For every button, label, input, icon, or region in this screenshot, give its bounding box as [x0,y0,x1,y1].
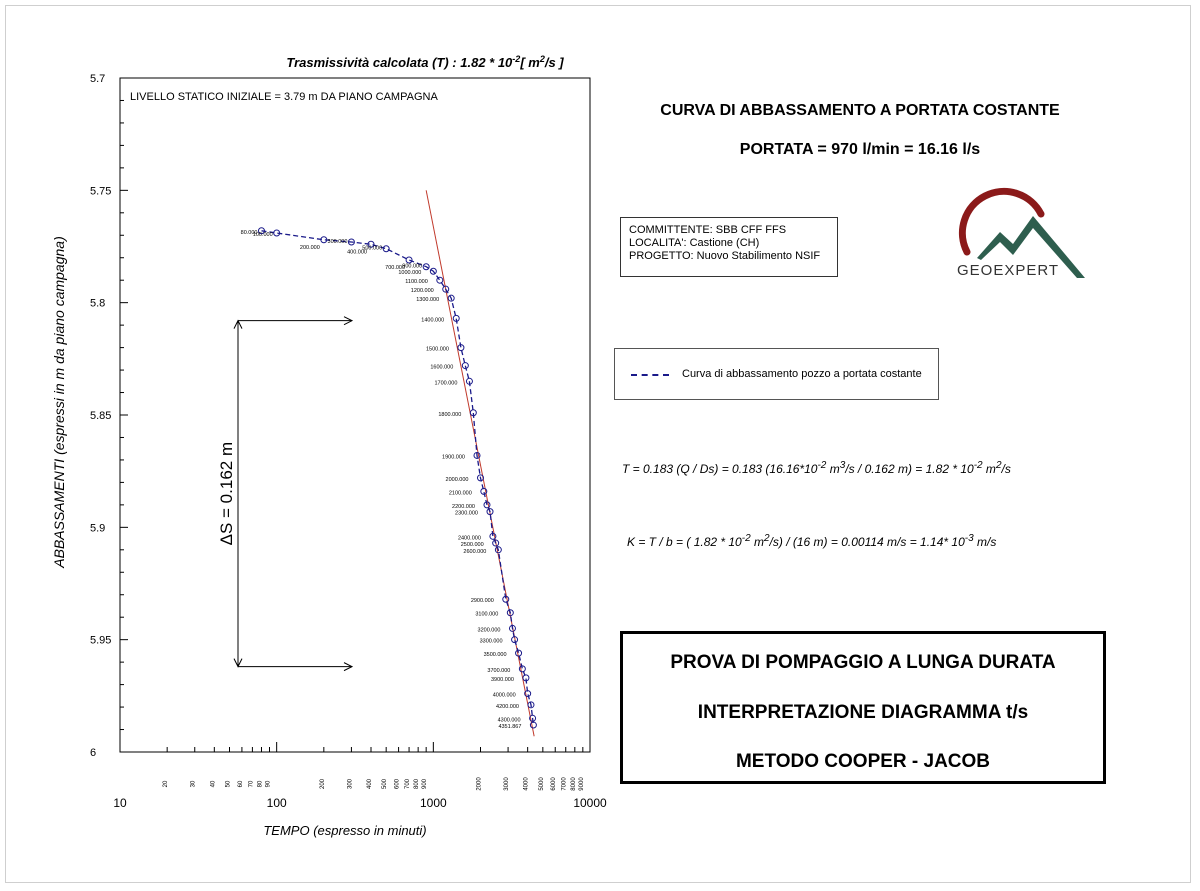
x-minor-tick-label: 50 [225,780,232,788]
formula-k-exp: -3 [964,533,974,544]
data-point-label: 3500.000 [483,652,507,659]
x-minor-tick-label: 90 [265,780,272,788]
formula-t-part: m [826,462,840,476]
data-point-label: 2400.000 [457,535,481,542]
data-point-label: 500.000 [362,245,383,252]
data-point-label: 2600.000 [463,548,487,555]
x-minor-tick-label: 6000 [551,777,558,791]
data-point-label: 2300.000 [455,510,479,517]
formula-k-part: m [750,535,764,549]
project-text: PROGETTO: Nuovo Stabilimento NSIF [629,250,821,262]
data-point-label: 4200.000 [496,703,519,710]
client-text: COMMITTENTE: SBB CFF FFS [629,224,787,236]
data-point-label: 1500.000 [425,346,449,353]
legend-swatch [631,374,669,376]
formula-t-part: /s / 0.162 m) = 1.82 * 10 [845,462,974,476]
x-axis-label: TEMPO (espresso in minuti) [263,823,427,838]
result-line-3: METODO COOPER - JACOB [735,751,991,772]
data-point-label: 1400.000 [421,317,445,324]
y-tick-label: 5.7 [90,73,106,85]
data-point-label: 80.000 [240,229,258,236]
x-minor-tick-label: 800 [414,778,421,790]
x-minor-tick-label: 2000 [476,777,483,791]
formula-t-exp: 3 [839,460,846,471]
formula-k-part: K = T / b = ( 1.82 * 10 [627,535,742,549]
x-minor-tick-label: 30 [190,780,197,788]
chart-title-unit: [ m [520,55,540,70]
data-point [406,257,412,263]
x-minor-tick-label: 60 [237,780,244,788]
x-minor-tick-label: 500 [382,778,389,790]
location-text: LOCALITA': Castione (CH) [629,237,760,249]
formula-t-exp: 2 [995,460,1002,471]
data-point-label: 700.000 [385,264,406,271]
chart-title-exp: -2 [512,54,521,64]
x-major-tick-label: 1000 [419,796,447,810]
chart-title-unit-post: /s ] [544,55,564,70]
formula-t-part: /s [1001,462,1011,476]
y-tick-label: 5.8 [90,297,106,310]
flow-rate: PORTATA = 970 l/min = 16.16 l/s [739,141,981,158]
data-point-label: 400.000 [347,249,367,256]
x-minor-tick-label: 70 [248,780,255,788]
data-point-label: 1600.000 [430,364,454,371]
x-minor-tick-label: 700 [405,778,412,790]
data-point-label: 1000.000 [398,270,422,277]
data-point-label: 1100.000 [405,279,428,286]
chart-title-main: Trasmissività calcolata (T) : 1.82 * 10 [286,55,513,70]
x-minor-tick-label: 40 [210,780,217,788]
result-line-2: INTERPRETAZIONE DIAGRAMMA t/s [697,702,1029,723]
data-point-label: 2500.000 [460,542,484,549]
data-point-label: 2900.000 [470,598,494,605]
page-title: CURVA DI ABBASSAMENTO A PORTATA COSTANTE [660,102,1060,119]
data-point-label: 1300.000 [416,297,440,304]
x-minor-tick-label: 9000 [578,777,585,791]
formula-t-exp: -2 [973,460,983,471]
x-minor-tick-label: 4000 [523,777,530,791]
x-minor-tick-label: 80 [257,780,264,788]
drawdown-series-line [262,231,534,725]
transmissivity-formula [622,460,1011,476]
conductivity-formula [627,533,996,549]
data-point-label: 2200.000 [452,503,475,510]
legend-label: Curva di abbassamento pozzo a portata costante [682,368,922,380]
data-point-label: 2000.000 [445,476,469,483]
result-line-1: PROVA DI POMPAGGIO A LUNGA DURATA [670,652,1056,673]
formula-k-exp: 2 [763,533,770,544]
data-point-label: 300.000 [327,239,348,246]
data-point [437,277,443,283]
formula-k-part: /s) / (16 m) = 0.00114 m/s = 1.14* 10 [769,535,965,549]
data-point [530,722,536,728]
data-point-label: 3700.000 [487,667,511,674]
x-minor-tick-label: 900 [422,778,429,790]
plot-area [120,78,590,752]
x-major-tick-label: 100 [266,796,287,810]
x-minor-tick-label: 600 [394,778,401,790]
formula-t-part: T = 0.183 (Q / Ds) = 0.183 (16.16*10 [622,462,818,476]
formula-t-exp: -2 [817,460,827,471]
data-point-label: 4300.000 [497,717,521,724]
y-tick-label: 5.9 [90,522,106,535]
data-point-label: 2100.000 [448,490,472,497]
data-point-label: 3300.000 [479,638,503,645]
data-point-label: 1900.000 [442,454,466,461]
x-minor-tick-label: 20 [163,780,170,788]
data-point-label: 1200.000 [410,288,434,295]
x-minor-tick-label: 3000 [504,777,511,791]
data-layer [241,190,537,736]
y-tick-label: 5.95 [90,634,112,647]
data-point-label: 3200.000 [477,627,501,634]
y-axis-label: ABBASSAMENTI (espressi in m da piano campagna) [51,236,67,568]
x-major-tick-label: 10000 [573,796,607,810]
x-major-tick-label: 10 [113,796,127,810]
chart-title [286,54,564,70]
y-tick-label: 6 [90,747,97,759]
formula-k-exp: -2 [741,533,751,544]
y-tick-label: 5.75 [90,185,112,198]
x-minor-tick-label: 5000 [538,777,545,791]
x-minor-tick-label: 8000 [570,777,577,791]
x-minor-tick-label: 300 [347,778,354,790]
data-point-label: 1700.000 [434,380,458,387]
axes-layer [90,73,607,810]
static-level-annotation: LIVELLO STATICO INIZIALE = 3.79 m DA PIANO CAMPAGNA [130,91,438,103]
data-point-label: 4000.000 [492,692,516,699]
formula-k-part: m/s [973,535,997,549]
x-minor-tick-label: 200 [319,778,326,790]
formula-t-part: m [982,462,996,476]
chart-title-unit-exp: 2 [539,54,545,64]
project-info-box [620,217,838,277]
data-point-label: 200.000 [299,244,320,251]
x-minor-tick-label: 7000 [561,777,568,791]
data-point-label: 4351.867 [498,724,522,731]
y-tick-label: 5.85 [90,410,112,422]
x-minor-tick-label: 400 [366,778,373,790]
cooper-jacob-fit-line [426,190,534,736]
data-point-label: 3900.000 [490,676,514,683]
data-point-label: 900.000 [402,263,423,270]
logo-text: GEOEXPERT [957,262,1060,279]
delta-s-label: ΔS = 0.162 m [217,441,236,546]
result-box [620,631,1106,784]
delta-s-annotation [217,317,352,671]
legend-box [614,348,939,400]
data-point-label: 1800.000 [438,411,462,418]
data-point-label: 3100.000 [475,611,499,618]
data-point-label: 100.000 [252,232,273,239]
